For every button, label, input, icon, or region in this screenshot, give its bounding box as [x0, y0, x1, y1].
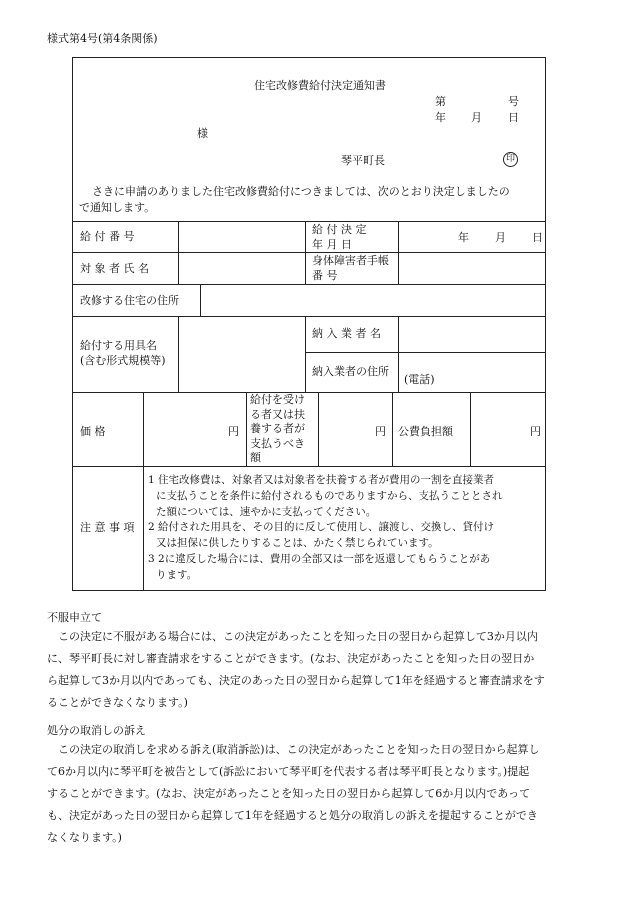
label-techo-1: 身体障害者手帳 — [312, 254, 389, 267]
payer-label-line: 額 — [250, 451, 261, 464]
payer-label-line: 支払うべき — [250, 436, 305, 450]
value-date-month: 月 — [495, 231, 506, 244]
label-yogu-1: 給付する用具名 — [80, 339, 157, 352]
appeal-line: ることができなくなります。) — [47, 696, 188, 709]
appeal-line: に、琴平町長に対し審査請求をすることができます。(なお、決定があったことを知った日の翌日か — [47, 652, 535, 665]
label-price: 価 格 — [80, 425, 106, 438]
payer-label-line: 給付を受け — [250, 393, 305, 406]
col-divider — [398, 221, 399, 284]
yen-1: 円 — [228, 425, 239, 438]
note-line: ります。 — [156, 568, 198, 581]
row-divider — [72, 284, 546, 285]
col-divider — [398, 316, 399, 392]
value-date-year: 年 — [458, 231, 469, 244]
note-line: た額については、速やかに支払ってください。 — [156, 505, 377, 518]
notes-block — [148, 473, 544, 584]
appeal-line: この決定に不服がある場合には、この決定があったことを知った日の翌日から起算して3か月以内 — [58, 630, 538, 643]
label-public-burden: 公費負担額 — [398, 425, 453, 438]
col-divider — [178, 221, 179, 284]
revocation-heading: 処分の取消しの訴え — [47, 724, 146, 737]
appeal-line: ら起算して3か月以内であっても、決定のあった日の翌日から起算して1年を経過すると審査請求をす — [47, 674, 545, 687]
seal-mark: 印 — [503, 152, 518, 167]
label-yogu-2: (含む形式規模等) — [80, 354, 166, 367]
revocation-line: することができます。(なお、決定があったことを知った日の翌日から起算して6か月以内であって — [47, 787, 531, 800]
payer-label — [250, 393, 316, 466]
row-divider — [72, 252, 546, 253]
revocation-line: て6か月以内に琴平町を被告として(訴訟において琴平町を代表する者は琴平町長となります。)提起 — [47, 765, 530, 778]
revocation-line: この決定の取消しを求める訴え(取消訴訟)は、この決定があったことを知った日の翌日から起算し — [58, 743, 540, 756]
row-divider — [72, 221, 546, 222]
appeal-heading: 不服申立て — [47, 611, 102, 624]
col-divider — [392, 392, 393, 466]
issuer-name: 琴平町長 — [341, 154, 385, 167]
label-nonyu-address: 納入業者の住所 — [312, 365, 389, 378]
revocation-line: なくなります。) — [47, 831, 122, 844]
col-divider — [246, 392, 247, 466]
note-line: に支払うことを条件に給付されるものでありますから、支払うこととされ — [156, 489, 503, 502]
date-month: 月 — [471, 111, 482, 124]
note-line: 2 給付された用具を、その目的に反して使用し、譲渡し、交換し、貸付け — [148, 521, 495, 534]
label-kettei-1: 給 付 決 定 — [312, 223, 367, 236]
value-date-day: 日 — [532, 231, 543, 244]
row-divider — [305, 352, 546, 353]
label-notes: 注 意 事 項 — [80, 521, 135, 534]
col-divider — [178, 316, 179, 392]
appeal-text — [47, 626, 587, 714]
revocation-line: も、決定があった日の翌日から起算して1年を経過すると処分の取消しの訴えを提起することができ — [47, 809, 538, 822]
col-divider — [305, 221, 306, 284]
yen-3: 円 — [530, 425, 541, 438]
label-kyufu-bango: 給 付 番 号 — [80, 230, 135, 243]
date-year: 年 — [435, 111, 446, 124]
number-go: 号 — [508, 95, 519, 108]
addressee-suffix: 様 — [197, 127, 208, 140]
phone-label: (電話) — [404, 373, 435, 386]
intro-line-1: さきに申請のありました住宅改修費給付につきましては、次のとおり決定しましたの — [92, 185, 510, 198]
date-day: 日 — [508, 111, 519, 124]
payer-label-line: る者又は扶 — [250, 407, 305, 421]
label-techo-2: 番 号 — [312, 269, 338, 282]
col-divider — [318, 392, 319, 466]
col-divider — [305, 316, 306, 392]
number-dai: 第 — [435, 95, 446, 108]
form-label: 様式第4号(第4条関係) — [47, 32, 158, 45]
label-kettei-2: 年 月 日 — [312, 238, 352, 251]
note-line: 又は担保に供したりすることは、かたく禁じられています。 — [156, 537, 439, 550]
yen-2: 円 — [375, 425, 386, 438]
label-nonyu-name: 納 入 業 者 名 — [312, 327, 381, 340]
col-divider — [470, 392, 471, 466]
col-divider — [200, 284, 201, 316]
note-line: 1 住宅改修費は、対象者又は対象者を扶養する者が費用の一割を直接業者 — [148, 474, 495, 486]
document-title: 住宅改修費給付決定通知書 — [254, 79, 386, 92]
label-address: 改修する住宅の住所 — [80, 294, 179, 307]
col-divider — [143, 392, 144, 591]
intro-line-2: で通知します。 — [79, 201, 156, 214]
payer-label-line: 養する者が — [250, 422, 305, 435]
revocation-text — [47, 739, 587, 849]
row-divider — [72, 316, 546, 317]
note-line: 3 2に違反した場合には、費用の全部又は一部を返還してもらうことがあ — [148, 552, 491, 565]
label-taishosha: 対 象 者 氏 名 — [80, 262, 149, 275]
